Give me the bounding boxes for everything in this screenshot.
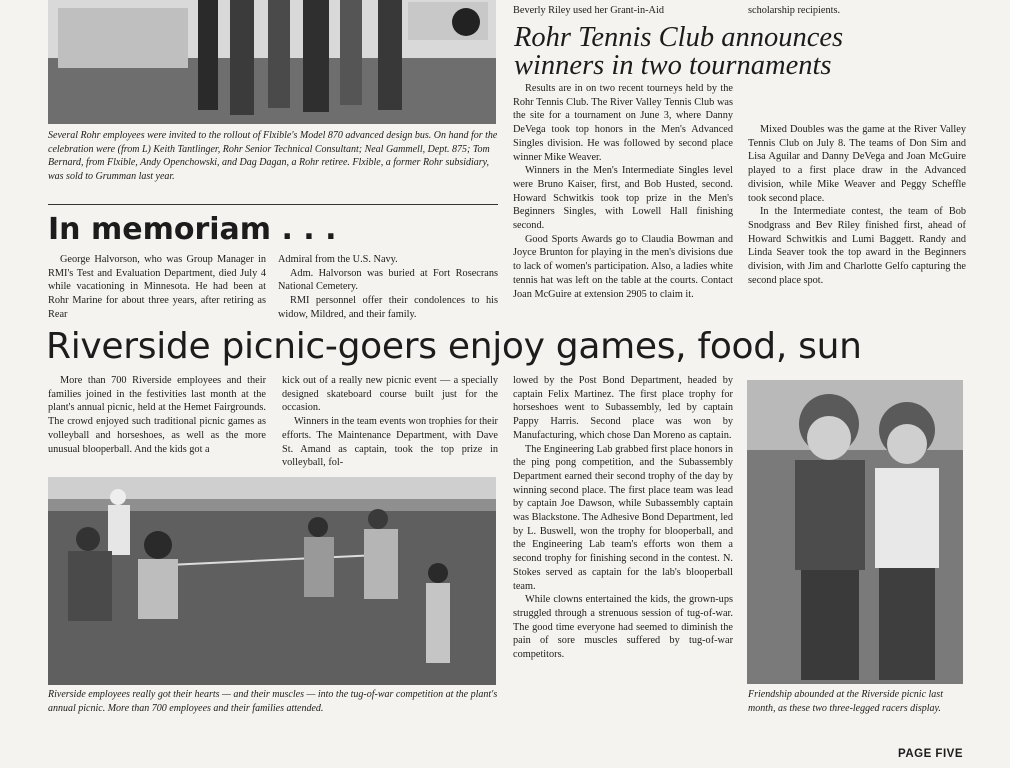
tug-of-war-photo (48, 477, 496, 685)
tennis-column-2 (748, 123, 966, 287)
picnic-col1-para: More than 700 Riverside employees and their families joined in the festivities last month at the plant's annual picnic, held at the Hemet Fairgrounds. The crowd enjoyed such traditional picnic games as volleyball and horseshoes, as well as the more unusual blooperball. And the kids got a (48, 375, 266, 455)
picnic-col2-para: Winners in the team events won trophies for their efforts. The Maintenance Department, with Dave St. Amand as captain, took the top prize in volleyball, fol- (282, 416, 498, 469)
picnic-col3-para: While clowns entertained the kids, the grown-ups struggled through a strenuous session of tug-of-war. The good time everyone had seemed to diminish the pain of sore muscles suffered by tug-of-war competitors. (513, 594, 733, 661)
picnic-col3-para: The Engineering Lab grabbed first place honors in the ping pong competition, and the Subassembly Department earned their second trophy of the day by winning second place. The first place team was lead by captain Joe Dawson, while Subassembly captain was Blackstone. The Adhesive Bond Department, led by L. Buswell, won the trophy for blooperball, and the Engineering Lab team's efforts won them a second trophy for finishing second in the contest. N. Stokes served as captain for the lab's blooperball team. (513, 443, 734, 592)
three-legged-race-caption: Friendship abounded at the Riverside picnic last month, as these two three-legged racers display. (748, 689, 943, 714)
memoriam-col2-para: Adm. Halvorson was buried at Fort Rosecrans National Cemetery. (278, 267, 498, 293)
picnic-column-1 (48, 374, 266, 456)
tennis-col1-para: Good Sports Awards go to Claudia Bowman and Joyce Brunton for playing in the men's divisions due to lack of women's participation. Also, a ladies white tennis hat was left on the table at the courts. Contact Joan McGuire at extension 2905 to claim it. (513, 233, 733, 300)
picnic-headline: Riverside picnic-goers enjoy games, food, sun (46, 326, 862, 367)
tug-of-war-caption: Riverside employees really got their hearts — and their muscles — into the tug-of-war competition at the plant's annual picnic. More than 700 employees and their families attended. (48, 689, 498, 714)
memoriam-col1-para: George Halvorson, who was Group Manager in RMI's Test and Evaluation Department, died July 4 while vacationing in Minnesota. He had been at Rohr Marine for about three years, after retiring as Rear (48, 254, 266, 320)
memoriam-col2-para: RMI personnel offer their condolences to his widow, Mildred, and their family. (278, 295, 498, 320)
picnic-col2-para: kick out of a really new picnic event — a specially designed skateboard course built just for the occasion. (282, 375, 498, 414)
tennis-col2-para: In the Intermediate contest, the team of Bob Snodgrass and Bev Riley finished first, ahead of Howard Schwitkis and Lumi Baggett. Randy and Linda Seaver took the top award in the Beginners division, with Jim and Charlotte Gelfo capturing the second place spot. (748, 206, 966, 286)
tennis-headline (514, 24, 974, 80)
three-legged-race-photo (747, 380, 963, 684)
bus-photo-caption: Several Rohr employees were invited to the rollout of Flxible's Model 870 advanced design bus. On hand for the celebration were (from L) Keith Tantlinger, Rohr Senior Technical Consultant; Neal Gammell, Dept. 875; Tom Bernard, from Flxible, Andy Openchowski, and Dag Dagan, a Rohr retiree. Flxible, a former Rohr subsidiary, was sold to Grumman last year. (48, 130, 498, 182)
tennis-col2-para: Mixed Doubles was the game at the River Valley Tennis Club on July 8. The teams of Don Sim and Lisa Aguilar and Danny DeVega and Joan McGuire played to a first place draw in the Advanced division, while Mike Weaver and Peggy Scheffle took second place. (748, 124, 966, 204)
tennis-col1-para: Results are in on two recent tourneys held by the Rohr Tennis Club. The River Valley Tennis Club was the site for a tournament on June 3, where Danny DeVega took top honors in the Men's Advanced Singles division. He was followed by second place winner Mike Weaver. (513, 83, 733, 163)
memoriam-column-1 (48, 253, 266, 322)
divider-rule (48, 204, 498, 205)
top-fragment-left: Beverly Riley used her Grant-in-Aid (513, 5, 664, 16)
tennis-col1-para: Winners in the Men's Intermediate Singles level were Bruno Kaiser, first, and Bob Husted, second. Howard Schwitkis took top prize in the Men's Beginners Singles, with Lowell Hall finishing second. (513, 165, 733, 232)
tennis-headline-line1: Rohr Tennis Club announces (514, 22, 844, 53)
top-fragment-right: scholarship recipients. (748, 5, 841, 16)
tennis-column-1 (513, 82, 733, 301)
picnic-column-3 (513, 374, 733, 662)
picnic-column-2 (282, 374, 498, 470)
bus-rollout-photo (48, 0, 496, 124)
tennis-headline-line2: winners in two tournaments (514, 50, 832, 81)
memoriam-column-2 (278, 253, 498, 322)
page-number: PAGE FIVE (898, 748, 963, 760)
memoriam-col2-para: Admiral from the U.S. Navy. (278, 254, 398, 265)
memoriam-headline: In memoriam . . . (48, 212, 337, 247)
picnic-col3-para: lowed by the Post Bond Department, headed by captain Felix Martinez. The first place trophy for horseshoes went to Subassembly, led by captain Pappy Harris. Second place was won by Manufacturing, which chose Dan Moreno as captain. (513, 375, 733, 441)
